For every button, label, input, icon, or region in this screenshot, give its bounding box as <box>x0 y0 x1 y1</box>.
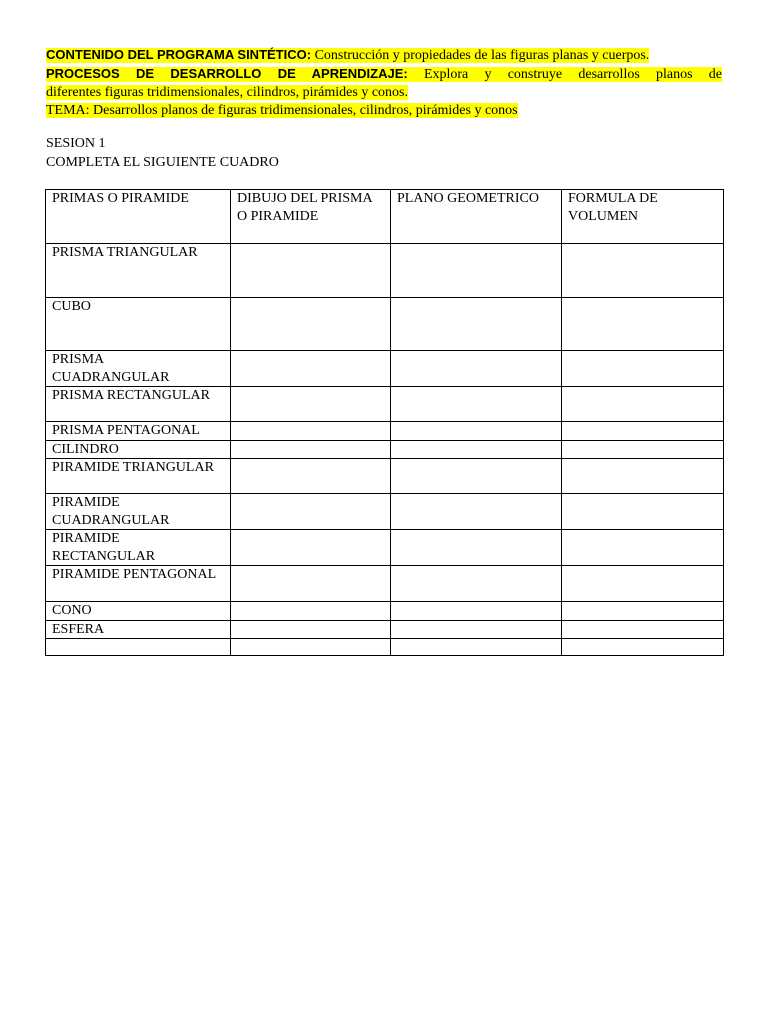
formula-cell[interactable] <box>562 494 724 530</box>
row-label: PIRAMIDE TRIANGULAR <box>46 459 231 494</box>
dibujo-cell[interactable] <box>231 422 391 441</box>
dibujo-cell[interactable] <box>231 387 391 422</box>
table-row <box>46 530 724 566</box>
row-label: PIRAMIDE RECTANGULAR <box>46 530 231 566</box>
tema-line <box>46 102 722 120</box>
procesos-text-2a: diferentes <box>46 85 102 100</box>
row-label: CONO <box>46 602 231 621</box>
dibujo-cell[interactable] <box>231 494 391 530</box>
table-row <box>46 602 724 621</box>
table-row <box>46 459 724 494</box>
formula-cell[interactable] <box>562 566 724 602</box>
dibujo-cell[interactable] <box>231 298 391 351</box>
formula-cell[interactable] <box>562 639 724 656</box>
row-label: PRISMA RECTANGULAR <box>46 387 231 422</box>
table-row <box>46 298 724 351</box>
dibujo-cell[interactable] <box>231 602 391 621</box>
plano-cell[interactable] <box>391 566 562 602</box>
header-block <box>46 46 722 120</box>
header-cell-dibujo: DIBUJO DEL PRISMA O PIRAMIDE <box>231 190 391 244</box>
header-cell-formula: FORMULA DE VOLUMEN <box>562 190 724 244</box>
procesos-text-1: Explora y construye desarrollos planos de <box>423 67 722 82</box>
contenido-text: Construcción y propiedades de las figuras planas y cuerpos. <box>314 48 650 63</box>
dibujo-cell[interactable] <box>231 530 391 566</box>
plano-cell[interactable] <box>391 494 562 530</box>
plano-cell[interactable] <box>391 620 562 639</box>
plano-cell[interactable] <box>391 530 562 566</box>
plano-cell[interactable] <box>391 440 562 459</box>
row-label: PIRAMIDE PENTAGONAL <box>46 566 231 602</box>
table-row <box>46 620 724 639</box>
procesos-line-1 <box>46 65 722 84</box>
table-row <box>46 422 724 441</box>
session-block <box>46 134 279 172</box>
dibujo-cell[interactable] <box>231 639 391 656</box>
formula-cell[interactable] <box>562 244 724 298</box>
session-instruction: COMPLETA EL SIGUIENTE CUADRO <box>46 155 279 170</box>
row-label: CILINDRO <box>46 440 231 459</box>
formula-cell[interactable] <box>562 459 724 494</box>
header-cell-figura: PRIMAS O PIRAMIDE <box>46 190 231 244</box>
plano-cell[interactable] <box>391 422 562 441</box>
row-label: PRISMA PENTAGONAL <box>46 422 231 441</box>
table-row <box>46 351 724 387</box>
plano-cell[interactable] <box>391 351 562 387</box>
row-label: ESFERA <box>46 620 231 639</box>
table-row <box>46 639 724 656</box>
header-cell-plano: PLANO GEOMETRICO <box>391 190 562 244</box>
row-label: PIRAMIDE CUADRANGULAR <box>46 494 231 530</box>
tema-text: TEMA: Desarrollos planos de figuras tridimensionales, cilindros, pirámides y conos <box>46 103 518 118</box>
contenido-line <box>46 46 722 65</box>
plano-cell[interactable] <box>391 387 562 422</box>
dibujo-cell[interactable] <box>231 244 391 298</box>
plano-cell[interactable] <box>391 298 562 351</box>
dibujo-cell[interactable] <box>231 440 391 459</box>
contenido-label: CONTENIDO DEL PROGRAMA SINTÉTICO: <box>46 47 312 62</box>
plano-cell[interactable] <box>391 244 562 298</box>
plano-cell[interactable] <box>391 459 562 494</box>
row-label: PRISMA TRIANGULAR <box>46 244 231 298</box>
procesos-line-2 <box>46 84 722 102</box>
dibujo-cell[interactable] <box>231 620 391 639</box>
plano-cell[interactable] <box>391 639 562 656</box>
session-title: SESION 1 <box>46 136 106 151</box>
table-row <box>46 494 724 530</box>
formula-cell[interactable] <box>562 440 724 459</box>
row-label: CUBO <box>46 298 231 351</box>
formula-cell[interactable] <box>562 620 724 639</box>
worksheet-table <box>45 189 724 656</box>
formula-cell[interactable] <box>562 422 724 441</box>
formula-cell[interactable] <box>562 387 724 422</box>
dibujo-cell[interactable] <box>231 566 391 602</box>
table-header-row <box>46 190 724 244</box>
table-row <box>46 244 724 298</box>
row-label[interactable] <box>46 639 231 656</box>
dibujo-cell[interactable] <box>231 351 391 387</box>
formula-cell[interactable] <box>562 298 724 351</box>
dibujo-cell[interactable] <box>231 459 391 494</box>
table-row <box>46 440 724 459</box>
formula-cell[interactable] <box>562 530 724 566</box>
procesos-label: PROCESOS DE DESARROLLO DE APRENDIZAJE: <box>46 66 408 81</box>
row-label: PRISMA CUADRANGULAR <box>46 351 231 387</box>
plano-cell[interactable] <box>391 602 562 621</box>
table-row <box>46 566 724 602</box>
formula-cell[interactable] <box>562 602 724 621</box>
procesos-text-2b: figuras tridimensionales, cilindros, pirámides y conos. <box>104 85 408 100</box>
table-row <box>46 387 724 422</box>
formula-cell[interactable] <box>562 351 724 387</box>
